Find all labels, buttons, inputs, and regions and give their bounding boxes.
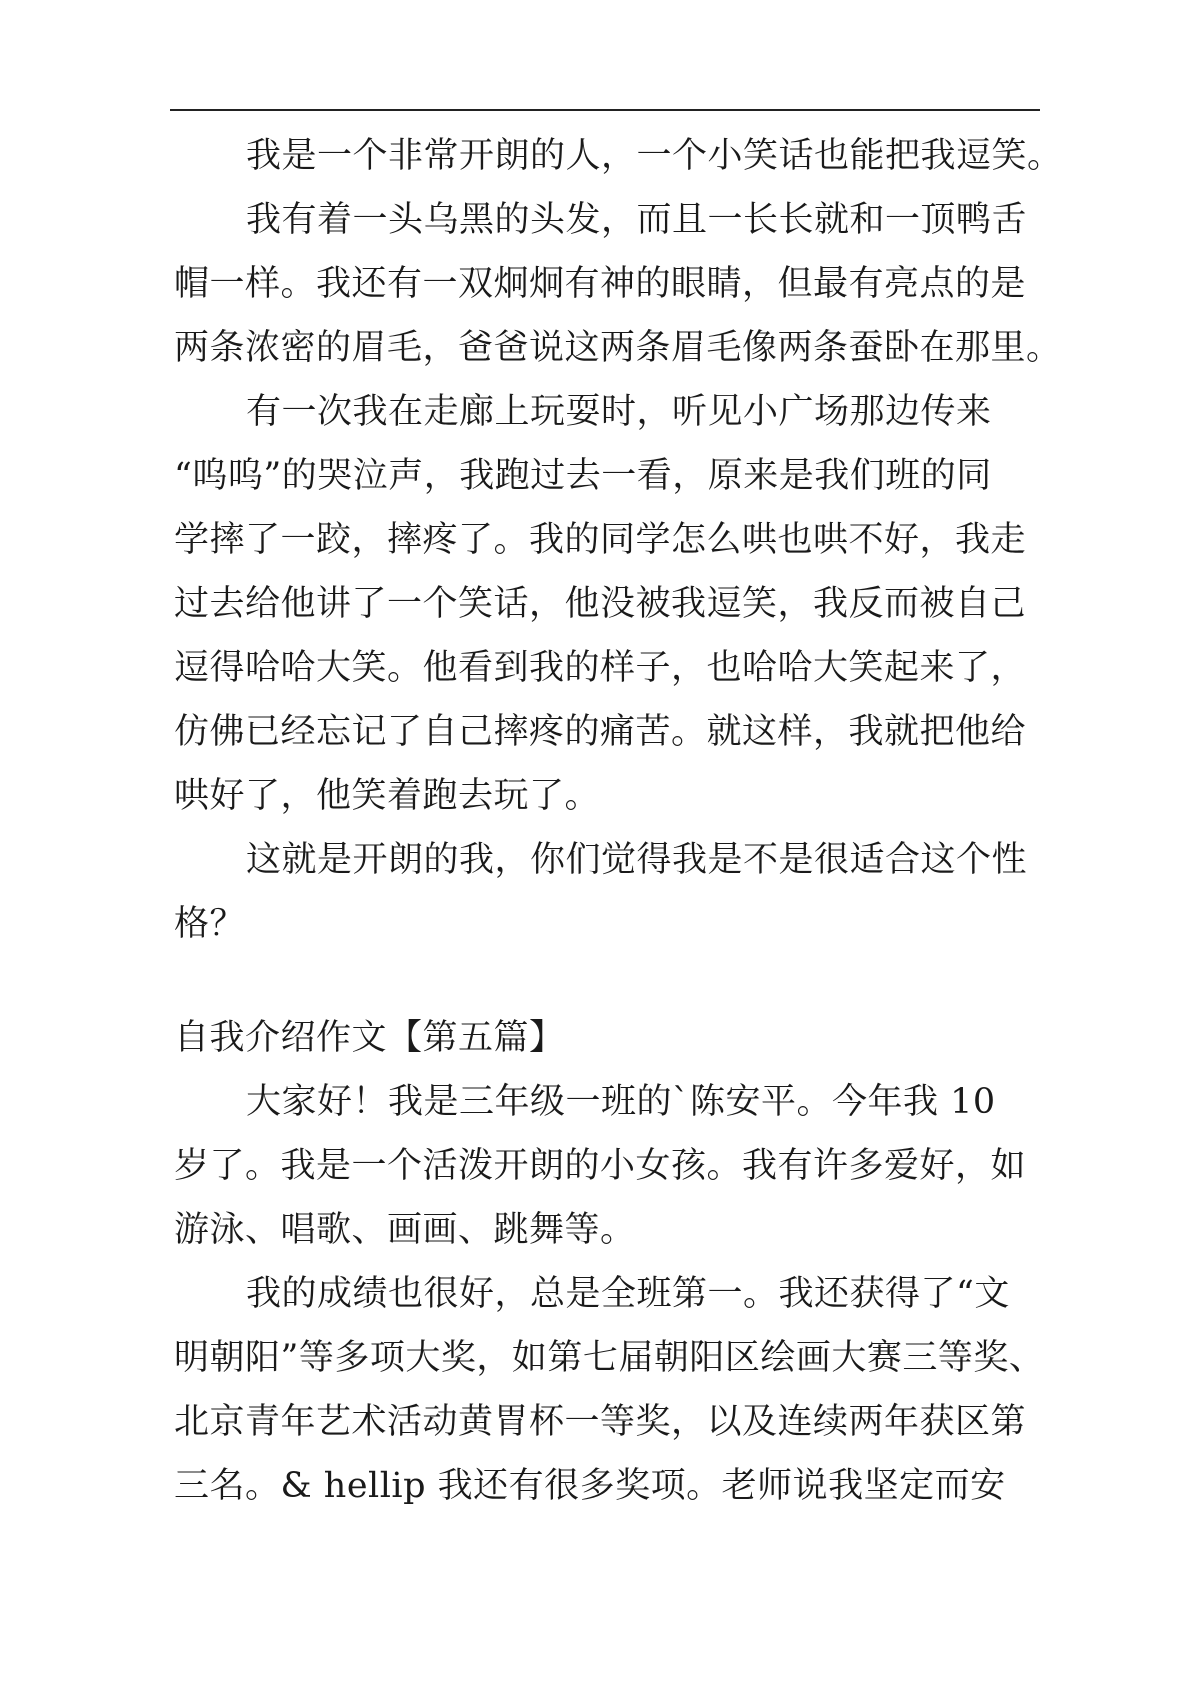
text-line: 仿佛已经忘记了自己摔疼的痛苦。就这样，我就把他给 bbox=[174, 712, 1027, 752]
text-line: 我有着一头乌黑的头发，而且一长长就和一顶鸭舌 bbox=[246, 200, 1028, 240]
text-line: 这就是开朗的我，你们觉得我是不是很适合这个性 bbox=[246, 840, 1028, 880]
text-line: 过去给他讲了一个笑话，他没被我逗笑，我反而被自己 bbox=[174, 584, 1027, 624]
paragraph bbox=[174, 828, 1066, 956]
header-rule bbox=[170, 109, 1040, 111]
paragraph bbox=[174, 188, 1066, 380]
section-heading: 自我介绍作文【第五篇】 bbox=[174, 1018, 565, 1058]
section-gap bbox=[174, 956, 1066, 1006]
text-line: 三名。& hellip 我还有很多奖项。老师说我坚定而安 bbox=[174, 1466, 1006, 1506]
text-line: 我的成绩也很好，总是全班第一。我还获得了“文 bbox=[246, 1274, 1010, 1314]
text-line: 岁了。我是一个活泼开朗的小女孩。我有许多爱好，如 bbox=[174, 1146, 1027, 1186]
essay-section-1 bbox=[174, 124, 1066, 956]
paragraph bbox=[174, 380, 1066, 828]
paragraph bbox=[174, 1262, 1066, 1518]
text-line: 明朝阳”等多项大奖，如第七届朝阳区绘画大赛三等奖、 bbox=[174, 1338, 1045, 1378]
paragraph bbox=[174, 1070, 1066, 1262]
text-line: 两条浓密的眉毛，爸爸说这两条眉毛像两条蚕卧在那里。 bbox=[174, 328, 1062, 368]
text-line: 逗得哈哈大笑。他看到我的样子，也哈哈大笑起来了， bbox=[174, 648, 1027, 688]
text-line: 有一次我在走廊上玩耍时，听见小广场那边传来 bbox=[246, 392, 992, 432]
text-line: 我是一个非常开朗的人，一个小笑话也能把我逗笑。 bbox=[246, 136, 1063, 176]
text-line: 格？ bbox=[174, 904, 246, 944]
text-line: 哄好了，他笑着跑去玩了。 bbox=[174, 776, 601, 816]
paragraph bbox=[174, 124, 1066, 188]
essay-section-2 bbox=[174, 1006, 1066, 1518]
document-page bbox=[174, 124, 1066, 1518]
text-line: 北京青年艺术活动黄胃杯一等奖，以及连续两年获区第 bbox=[174, 1402, 1027, 1442]
text-line: 帽一样。我还有一双炯炯有神的眼睛，但最有亮点的是 bbox=[174, 264, 1027, 304]
text-line: 学摔了一跤，摔疼了。我的同学怎么哄也哄不好，我走 bbox=[174, 520, 1027, 560]
text-line: 大家好！我是三年级一班的`陈安平。今年我 10 bbox=[246, 1082, 996, 1122]
text-line: “呜呜”的哭泣声，我跑过去一看，原来是我们班的同 bbox=[174, 456, 992, 496]
text-line: 游泳、唱歌、画画、跳舞等。 bbox=[174, 1210, 636, 1250]
